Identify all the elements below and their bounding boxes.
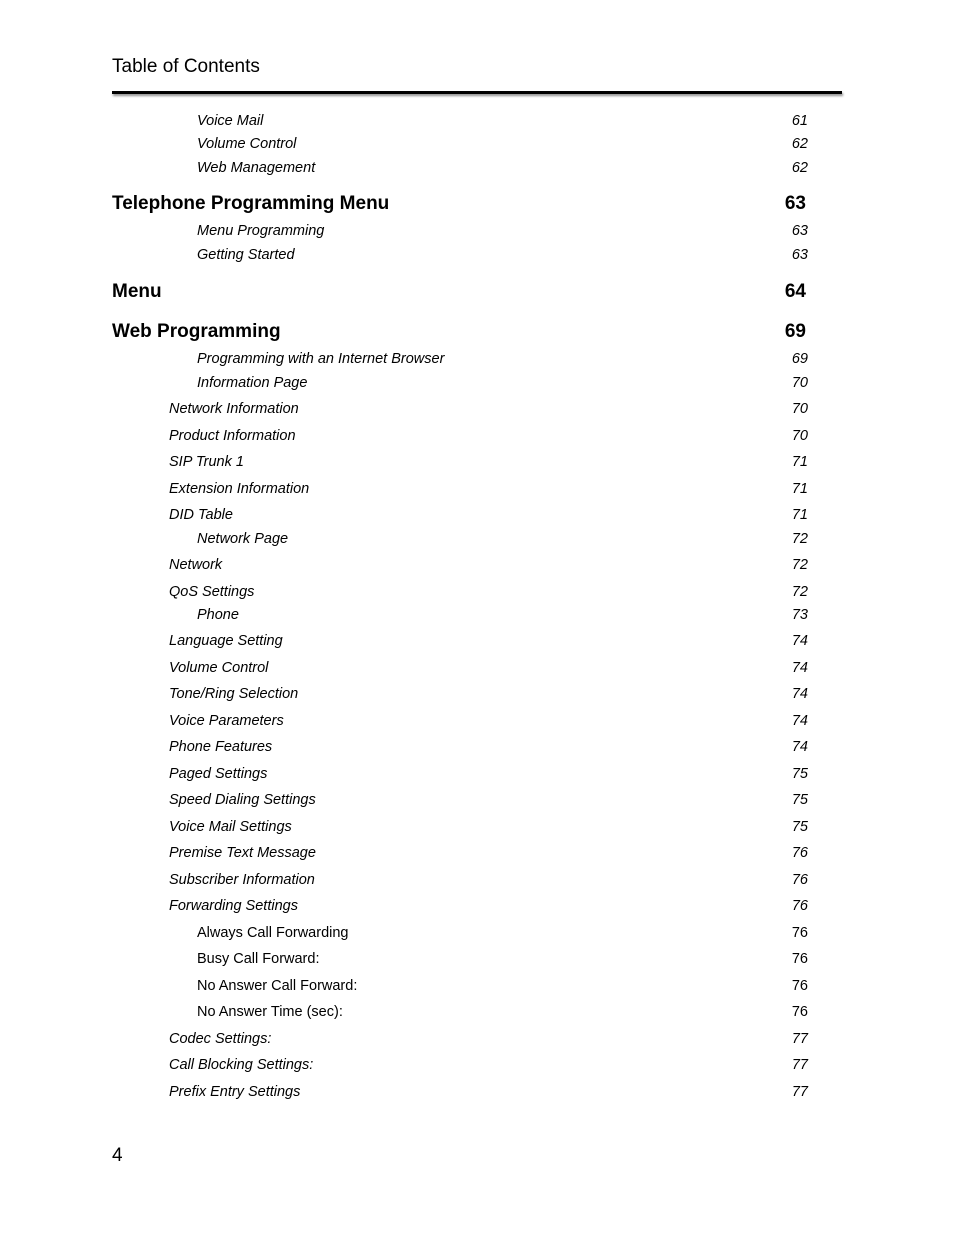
toc-entry[interactable] (0, 529, 954, 549)
toc-entry[interactable] (0, 605, 954, 625)
toc-section-page: 69 (784, 321, 806, 342)
toc-entry[interactable] (0, 923, 954, 943)
toc-entry-page: 61 (791, 113, 808, 129)
toc-entry[interactable] (0, 790, 954, 810)
toc-entry-title: QoS Settings (169, 584, 255, 600)
toc-entry-title: Voice Mail Settings (169, 819, 292, 835)
toc-entry-title: DID Table (169, 507, 233, 523)
toc-entry-page: 72 (791, 557, 808, 573)
toc-entry[interactable] (0, 555, 954, 575)
toc-entry-title: Language Setting (169, 633, 283, 649)
toc-entry-page: 75 (791, 792, 808, 808)
toc-entry[interactable] (0, 158, 954, 178)
toc-entry-page: 74 (791, 660, 808, 676)
toc-entry-title: Premise Text Message (169, 845, 316, 861)
toc-entry-page: 63 (791, 223, 808, 239)
toc-entry[interactable] (0, 1055, 954, 1075)
toc-entry[interactable] (0, 976, 954, 996)
toc-entry[interactable] (0, 870, 954, 890)
toc-section-title: Web Programming (112, 321, 281, 342)
toc-entry-page: 74 (791, 713, 808, 729)
toc-entry-title: No Answer Time (sec): (197, 1004, 343, 1020)
toc-entry-title: Menu Programming (197, 223, 325, 239)
toc-entry-title: Forwarding Settings (169, 898, 298, 914)
toc-entry-page: 62 (791, 160, 808, 176)
toc-entry[interactable] (0, 764, 954, 784)
toc-entry[interactable] (0, 1002, 954, 1022)
toc-entry[interactable] (0, 1082, 954, 1102)
toc-entry-title: Voice Mail (197, 113, 264, 129)
toc-entry-title: Phone Features (169, 739, 273, 755)
toc-entry-page: 76 (791, 978, 808, 994)
toc-entry-page: 69 (791, 351, 808, 367)
toc-entry-page: 73 (791, 607, 808, 623)
toc-entry-page: 70 (791, 401, 808, 417)
toc-entry-page: 70 (791, 375, 808, 391)
toc-entry-title: Network Page (197, 531, 289, 547)
toc-entry-title: Voice Parameters (169, 713, 284, 729)
toc-entry[interactable] (0, 737, 954, 757)
toc-entry-page: 76 (791, 1004, 808, 1020)
toc-entry[interactable] (0, 399, 954, 419)
toc-entry[interactable] (0, 245, 954, 265)
toc-entry-page: 77 (791, 1031, 808, 1047)
toc-entry-title: Product Information (169, 428, 296, 444)
toc-entry[interactable] (0, 479, 954, 499)
toc-entry[interactable] (0, 349, 954, 369)
toc-entry-page: 71 (791, 481, 808, 497)
toc-entry[interactable] (0, 817, 954, 837)
toc-entry-title: Subscriber Information (169, 872, 315, 888)
toc-entry-title: Codec Settings: (169, 1031, 272, 1047)
toc-entry-title: No Answer Call Forward: (197, 978, 358, 994)
toc-entry-title: Speed Dialing Settings (169, 792, 316, 808)
toc-entry-title: Extension Information (169, 481, 310, 497)
toc-entry[interactable] (0, 373, 954, 393)
toc-entry-page: 75 (791, 766, 808, 782)
toc-section-page: 64 (784, 281, 806, 302)
page-header: Table of Contents (112, 56, 260, 77)
toc-entry-title: Network (169, 557, 223, 573)
toc-entry[interactable] (0, 111, 954, 131)
toc-entry-page: 76 (791, 845, 808, 861)
toc-entry-title: Phone (197, 607, 239, 623)
toc-entry-title: Programming with an Internet Browser (197, 351, 445, 367)
header-rule (112, 91, 842, 94)
toc-entry-page: 77 (791, 1084, 808, 1100)
toc-entry-page: 63 (791, 247, 808, 263)
toc-section[interactable] (0, 281, 954, 301)
toc-section[interactable] (0, 193, 954, 213)
toc-entry-page: 72 (791, 584, 808, 600)
page-number: 4 (112, 1145, 123, 1166)
toc-entry-page: 76 (791, 951, 808, 967)
toc-entry[interactable] (0, 1029, 954, 1049)
toc-entry-title: Always Call Forwarding (197, 925, 349, 941)
toc-section[interactable] (0, 321, 954, 341)
toc-entry-page: 77 (791, 1057, 808, 1073)
toc-entry[interactable] (0, 134, 954, 154)
toc-entry-page: 62 (791, 136, 808, 152)
toc-entry[interactable] (0, 505, 954, 525)
toc-entry-title: Prefix Entry Settings (169, 1084, 301, 1100)
toc-entry-page: 75 (791, 819, 808, 835)
toc-entry-page: 76 (791, 898, 808, 914)
toc-entry-page: 70 (791, 428, 808, 444)
toc-entry-page: 76 (791, 925, 808, 941)
toc-entry[interactable] (0, 949, 954, 969)
toc-entry-title: Getting Started (197, 247, 295, 263)
toc-entry[interactable] (0, 684, 954, 704)
toc-entry[interactable] (0, 658, 954, 678)
toc-entry-title: Call Blocking Settings: (169, 1057, 314, 1073)
toc-entry-title: Volume Control (169, 660, 269, 676)
toc-entry-page: 71 (791, 507, 808, 523)
toc-entry[interactable] (0, 221, 954, 241)
toc-entry-title: SIP Trunk 1 (169, 454, 244, 470)
toc-section-title: Telephone Programming Menu (112, 193, 390, 214)
toc-entry[interactable] (0, 631, 954, 651)
toc-entry-title: Web Management (197, 160, 316, 176)
toc-entry-page: 74 (791, 633, 808, 649)
toc-entry-page: 72 (791, 531, 808, 547)
toc-entry-title: Paged Settings (169, 766, 268, 782)
toc-entry-page: 74 (791, 739, 808, 755)
toc-entry[interactable] (0, 426, 954, 446)
toc-entry-title: Busy Call Forward: (197, 951, 320, 967)
toc-entry[interactable] (0, 582, 954, 602)
toc-entry-page: 71 (791, 454, 808, 470)
toc-entry-title: Network Information (169, 401, 299, 417)
toc-entry[interactable] (0, 896, 954, 916)
toc-entry[interactable] (0, 452, 954, 472)
toc-entry-page: 74 (791, 686, 808, 702)
toc-entry[interactable] (0, 843, 954, 863)
toc-section-page: 63 (784, 193, 806, 214)
toc-entry-title: Volume Control (197, 136, 297, 152)
toc-entry[interactable] (0, 711, 954, 731)
toc-entry-page: 76 (791, 872, 808, 888)
toc-entry-title: Tone/Ring Selection (169, 686, 299, 702)
toc-entry-title: Information Page (197, 375, 308, 391)
toc-section-title: Menu (112, 281, 162, 302)
